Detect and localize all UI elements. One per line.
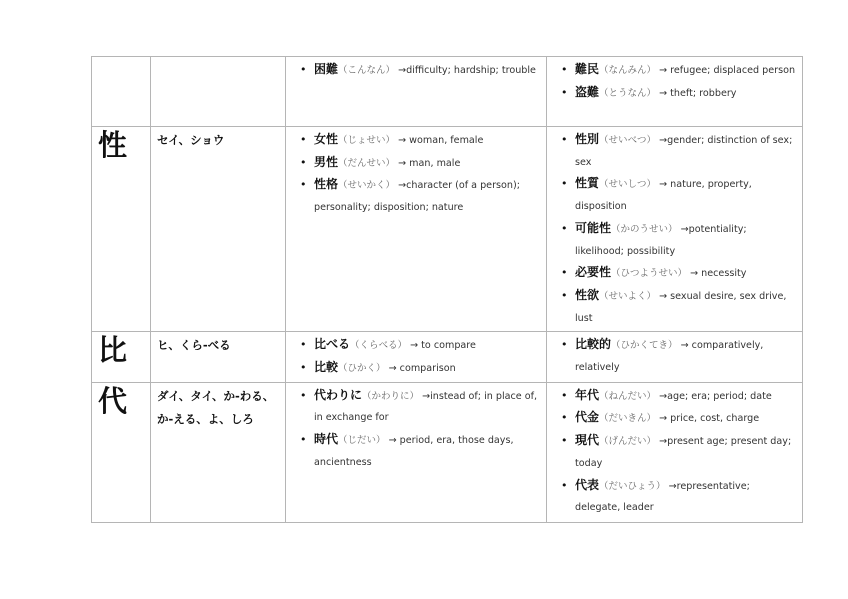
kanji-readings: ヒ、くら-べる — [157, 338, 231, 353]
vocab-word: 比較 — [314, 360, 339, 375]
vocab-meaning: → necessity — [687, 268, 747, 280]
vocab-word: 性質 — [575, 176, 600, 191]
reading-cell — [151, 332, 286, 382]
vocab-item — [561, 218, 798, 262]
word-list — [286, 332, 546, 381]
vocab-meaning: →difficulty; hardship; trouble — [395, 65, 536, 76]
vocab-reading: （ひかく） — [338, 363, 386, 375]
vocab-meaning: → price, cost, charge — [656, 413, 760, 425]
common-words-cell — [286, 382, 547, 522]
vocab-meaning: → period, era, those days, ancientness — [314, 435, 514, 468]
word-list — [286, 127, 546, 221]
vocab-reading: （こんなん） — [338, 65, 396, 76]
kanji-table-body — [92, 57, 803, 523]
vocab-item — [300, 129, 542, 152]
vocab-reading: （せいかく） — [338, 180, 396, 192]
vocab-word: 比べる — [314, 337, 351, 352]
vocab-meaning: →gender; distinction of sex; sex — [575, 135, 793, 168]
vocab-meaning: → nature, property, disposition — [575, 179, 752, 213]
vocab-item — [300, 152, 542, 175]
reading-cell — [151, 57, 286, 127]
kanji-row — [92, 127, 803, 332]
word-list — [547, 332, 802, 380]
kanji-cell — [92, 382, 151, 522]
vocab-reading: （だいきん） — [599, 413, 657, 425]
common-words-cell — [286, 332, 547, 382]
vocab-word: 代表 — [575, 477, 600, 492]
vocab-meaning: →age; era; period; date — [656, 390, 772, 402]
vocab-meaning: → man, male — [395, 157, 461, 169]
word-list — [547, 57, 802, 106]
kanji-table — [91, 56, 803, 523]
word-list — [547, 127, 802, 331]
vocab-reading: （じだい） — [338, 435, 386, 447]
vocab-item — [561, 334, 798, 378]
vocab-item — [561, 407, 798, 430]
kanji-row — [92, 57, 803, 127]
vocab-meaning: →character (of a person); personality; disposition; nature — [314, 180, 520, 214]
kanji-readings: ダイ、タイ、か-わる、か-える、よ、しろ — [157, 388, 275, 426]
vocab-item — [300, 334, 542, 357]
vocab-item — [561, 385, 798, 408]
kanji-character: 代 — [98, 383, 128, 418]
vocab-reading: （だんせい） — [338, 157, 396, 169]
vocab-reading: （くらべる） — [350, 340, 408, 352]
vocab-reading: （せいべつ） — [599, 135, 657, 146]
vocab-reading: （かわりに） — [362, 390, 420, 402]
vocab-item — [300, 59, 542, 82]
vocab-meaning: → comparison — [385, 363, 456, 375]
vocab-item — [300, 174, 542, 218]
reading-cell — [151, 127, 286, 332]
vocab-meaning: → to compare — [407, 340, 476, 352]
kanji-readings: セイ、ショウ — [157, 133, 225, 147]
vocab-meaning: →instead of; in place of, in exchange for — [314, 390, 538, 424]
vocab-reading: （ひつようせい） — [611, 268, 688, 280]
vocab-reading: （とうなん） — [599, 87, 657, 99]
vocab-word: 性欲 — [575, 287, 600, 302]
kanji-readings — [151, 57, 285, 59]
reading-cell — [151, 382, 286, 522]
vocab-reading: （ねんだい） — [599, 390, 657, 402]
common-words-cell — [286, 57, 547, 127]
vocab-item — [561, 129, 798, 173]
kanji-cell — [92, 332, 151, 382]
vocab-reading: （なんみん） — [599, 65, 657, 76]
vocab-meaning: →present age; present day; today — [575, 436, 792, 469]
vocab-word: 現代 — [575, 433, 600, 448]
vocab-word: 可能性 — [575, 220, 612, 235]
vocab-word: 比較的 — [575, 337, 612, 352]
kanji-character — [92, 57, 150, 60]
vocab-item — [300, 357, 542, 380]
kanji-cell — [92, 57, 151, 127]
vocab-meaning: →potentiality; likelihood; possibility — [575, 223, 747, 257]
vocab-word: 年代 — [575, 387, 600, 402]
word-list — [547, 383, 802, 521]
vocab-reading: （せいよく） — [599, 290, 657, 302]
vocab-item — [300, 429, 542, 473]
vocab-item — [561, 173, 798, 217]
vocab-item — [561, 262, 798, 285]
vocab-item — [561, 82, 798, 105]
vocab-meaning: → refugee; displaced person — [656, 65, 796, 76]
vocab-word: 男性 — [314, 154, 339, 169]
vocab-word: 代わりに — [314, 387, 363, 402]
common-words-cell — [286, 127, 547, 332]
kanji-character: 比 — [98, 333, 128, 368]
vocab-word: 困難 — [314, 62, 339, 76]
vocab-reading: （じょせい） — [338, 135, 396, 146]
vocab-word: 難民 — [575, 62, 600, 76]
more-words-cell — [547, 332, 803, 382]
vocab-item — [300, 385, 542, 429]
word-list — [286, 383, 546, 476]
vocab-meaning: → comparatively, relatively — [575, 340, 764, 374]
kanji-cell — [92, 127, 151, 332]
vocab-word: 性格 — [314, 177, 339, 192]
vocab-word: 必要性 — [575, 265, 612, 280]
vocab-reading: （かのうせい） — [611, 223, 678, 235]
more-words-cell — [547, 57, 803, 127]
vocab-reading: （せいしつ） — [599, 179, 657, 191]
vocab-meaning: → woman, female — [395, 135, 484, 146]
vocab-reading: （ひかくてき） — [611, 340, 678, 352]
more-words-cell — [547, 382, 803, 522]
vocab-word: 性別 — [575, 132, 600, 146]
vocab-reading: （だいひょう） — [599, 480, 666, 492]
vocab-word: 女性 — [314, 132, 339, 146]
vocab-item — [561, 59, 798, 82]
kanji-row — [92, 332, 803, 382]
vocab-meaning: → theft; robbery — [656, 87, 737, 99]
vocab-item — [561, 285, 798, 329]
vocab-meaning: →representative; delegate, leader — [575, 480, 750, 514]
vocab-word: 時代 — [314, 432, 339, 447]
vocab-item — [561, 475, 798, 519]
kanji-row — [92, 382, 803, 522]
vocab-item — [561, 430, 798, 474]
kanji-character: 性 — [98, 128, 128, 162]
vocab-word: 盗難 — [575, 84, 600, 99]
word-list — [286, 57, 546, 84]
more-words-cell — [547, 127, 803, 332]
vocab-meaning: → sexual desire, sex drive, lust — [575, 290, 787, 324]
vocab-reading: （げんだい） — [599, 436, 657, 448]
vocab-word: 代金 — [575, 410, 600, 425]
